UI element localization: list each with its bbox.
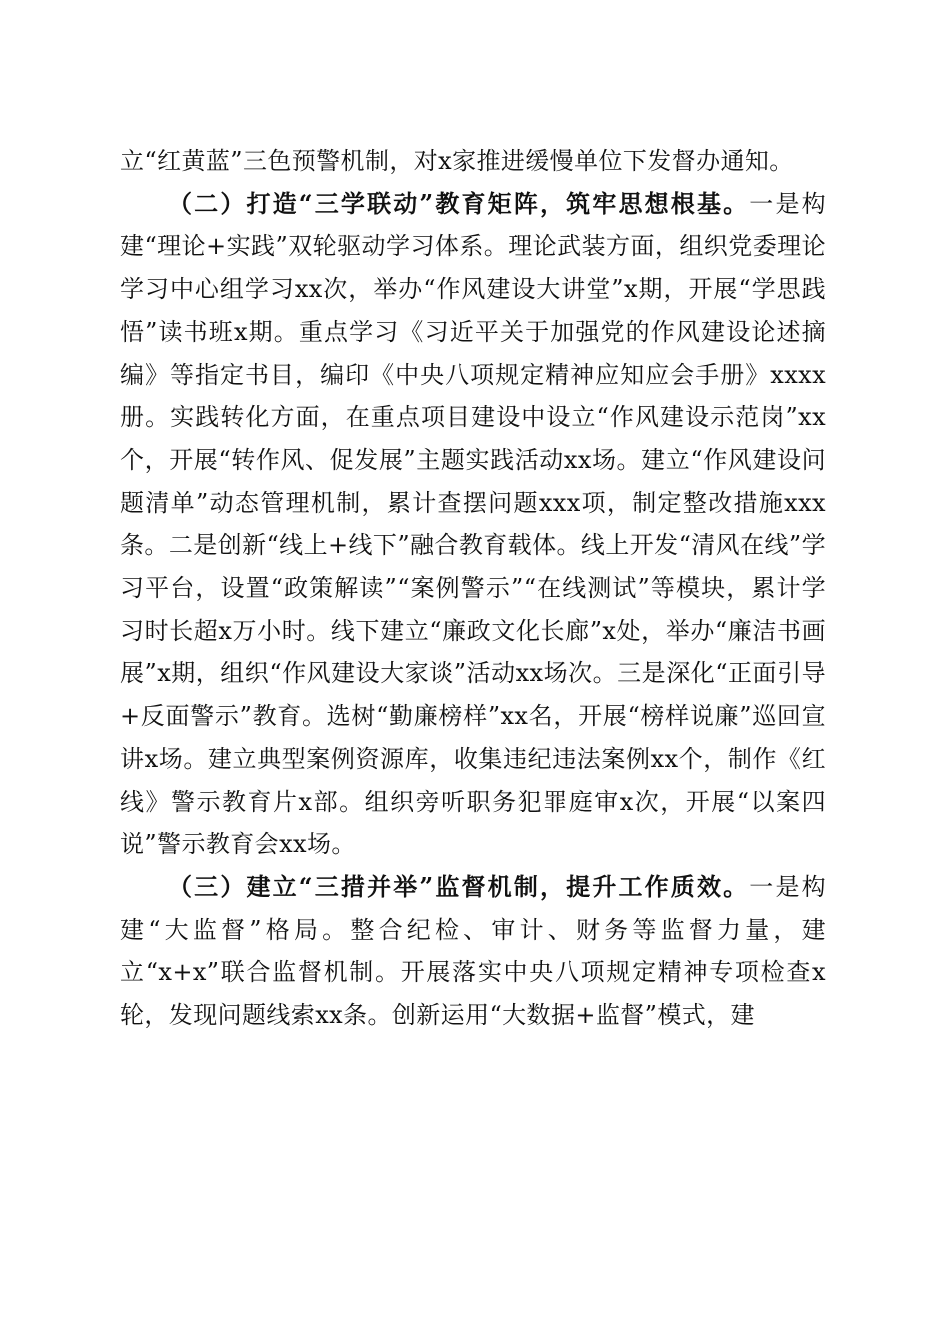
paragraph-text: 立“红黄蓝”三色预警机制，对x家推进缓慢单位下发督办通知。 <box>120 147 794 175</box>
paragraph-text: 一是构建“大监督”格局。整合纪检、审计、财务等监督力量，建立“x+x”联合监督机制。开展落实中央八项规定精神专项检查x轮，发现问题线索xx条。创新运用“大数据+监督”模式，建 <box>120 872 826 1030</box>
document-body <box>120 140 826 1037</box>
paragraph-section-2 <box>120 183 826 866</box>
section-heading-2: （二）打造“三学联动”教育矩阵，筑牢思想根基。 <box>168 188 750 218</box>
section-heading-3: （三）建立“三措并举”监督机制，提升工作质效。 <box>168 871 750 901</box>
paragraph-text: 一是构建“理论+实践”双轮驱动学习体系。理论武装方面，组织党委理论学习中心组学习xx次，举办“作风建设大讲堂”x期，开展“学思践悟”读书班x期。重点学习《习近平关于加强党的作风建设论述摘编》等指定书目，编印《中央八项规定精神应知应会手册》xxxx册。实践转化方面，在重点项目建设中设立“作风建设示范岗”xx个，开展“转作风、促发展”主题实践活动xx场。建立“作风建设问题清单”动态管理机制，累计查摆问题xxx项，制定整改措施xxx条。二是创新“线上+线下”融合教育载体。线上开发“清风在线”学习平台，设置“政策解读”“案例警示”“在线测试”等模块，累计学习时长超x万小时。线下建立“廉政文化长廊”x处，举办“廉洁书画展”x期，组织“作风建设大家谈”活动xx场次。三是深化“正面引导+反面警示”教育。选树“勤廉榜样”xx名，开展“榜样说廉”巡回宣讲x场。建立典型案例资源库，收集违纪违法案例xx个，制作《红线》警示教育片x部。组织旁听职务犯罪庭审x次，开展“以案四说”警示教育会xx场。 <box>120 189 826 859</box>
paragraph-section-3 <box>120 866 826 1037</box>
paragraph-continuation <box>120 140 826 183</box>
